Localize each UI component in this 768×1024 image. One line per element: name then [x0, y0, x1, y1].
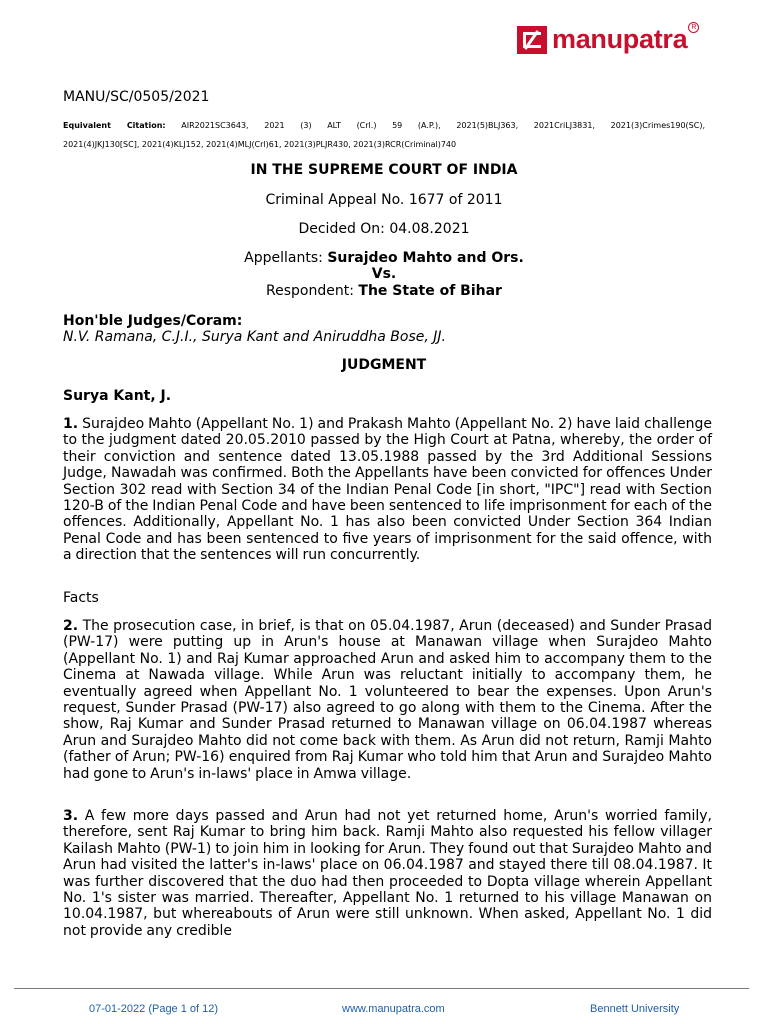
- appellants-label: Appellants:: [244, 250, 328, 266]
- appellants-line: [0, 250, 768, 266]
- citation-line-1: AIR2021SC3643, 2021 (3) ALT (Crl.) 59 (A.P.), 2021(5)BLJ363, 2021CriLJ3831, 2021(3)Crimes190(SC),: [181, 121, 706, 130]
- paragraph-3-text: A few more days passed and Arun had not yet returned home, Arun's worried family, therefore, sent Raj Kumar to bring him back. Ramji Mahto also requested his fellow villager Kailash Mahto (PW-1) to join him in looking for Arun. They found out that Surajdeo Mahto and Arun had visited the latter's in-laws' place on 06.04.1987 and stayed there till 08.04.1987. It was further discovered that the duo had then proceeded to Dopta village wherein Appellant No. 1's sister was married. Thereafter, Appellant No. 1 returned to his village Manawan on 10.04.1987, but whereabouts of Arun were still unknown. When asked, Appellant No. 1 did not provide any credible: [63, 808, 712, 939]
- paragraph-1: [63, 416, 712, 564]
- respondent-line: [0, 283, 768, 299]
- paragraph-2-number: 2.: [63, 618, 79, 634]
- appeal-number: Criminal Appeal No. 1677 of 2011: [265, 192, 503, 208]
- manupatra-logo: [517, 24, 697, 55]
- manupatra-logo-icon: [517, 26, 547, 54]
- footer-date-page: 07-01-2022 (Page 1 of 12): [89, 1003, 219, 1015]
- footer-institution: Bennett University: [590, 1003, 680, 1015]
- footer-website-link[interactable]: www.manupatra.com: [342, 1003, 445, 1015]
- citation-line-2: 2021(4)JKJ130[SC], 2021(4)KLJ152, 2021(4)MLJ(Crl)61, 2021(3)PLJR430, 2021(3)RCR(Criminal)740: [63, 140, 457, 149]
- paragraph-1-number: 1.: [63, 416, 79, 432]
- decided-date: Decided On: 04.08.2021: [298, 221, 470, 237]
- respondent-label: Respondent:: [266, 283, 359, 299]
- paragraph-3-number: 3.: [63, 808, 79, 824]
- appellants-name: Surajdeo Mahto and Ors.: [327, 250, 524, 266]
- equivalent-citation: [63, 116, 705, 154]
- versus: Vs.: [371, 266, 397, 282]
- citation-label: Equivalent Citation:: [63, 121, 166, 130]
- footer-divider: [14, 988, 749, 989]
- paragraph-2: [63, 618, 712, 782]
- court-name: IN THE SUPREME COURT OF INDIA: [250, 162, 518, 178]
- paragraph-1-text: Surajdeo Mahto (Appellant No. 1) and Prakash Mahto (Appellant No. 2) have laid challenge to the judgment dated 20.05.2010 passed by the High Court at Patna, whereby, the order of their conviction and sentence dated 13.05.1988 passed by the 3rd Additional Sessions Judge, Nawadah was confirmed. Both the Appellants have been convicted for offences Under Section 302 read with Section 34 of the Indian Penal Code [in short, "IPC"] read with Section 120-B of the Indian Penal Code and have been sentenced to life imprisonment for each of the offences. Additionally, Appellant No. 1 has also been convicted Under Section 364 Indian Penal Code and has been sentenced to five years of imprisonment for the said offence, with a direction that the sentences will run concurrently.: [63, 416, 712, 564]
- registered-mark-icon: R: [688, 22, 699, 33]
- facts-heading: Facts: [63, 590, 99, 606]
- judges-names: N.V. Ramana, C.J.I., Surya Kant and Aniruddha Bose, JJ.: [63, 329, 446, 345]
- respondent-name: The State of Bihar: [358, 283, 502, 299]
- logo-text: manupatra: [552, 24, 688, 54]
- paragraph-2-text: The prosecution case, in brief, is that on 05.04.1987, Arun (deceased) and Sunder Prasad (PW-17) were putting up in Arun's house at Manawan village when Surajdeo Mahto (Appellant No. 1) and Raj Kumar approached Arun and asked him to accompany them to the Cinema at Nawada village. While Arun was reluctant initially to accompany them, he eventually agreed when Appellant No. 1 volunteered to bear the expenses. Upon Arun's request, Sunder Prasad (PW-17) also agreed to go along with them to the Cinema. After the show, Raj Kumar and Sunder Prasad returned to Manawan village on 06.04.1987 whereas Arun and Surajdeo Mahto did not come back with them. As Arun did not return, Ramji Mahto (father of Arun; PW-16) enquired from Raj Kumar who told him that Arun and Surajdeo Mahto had gone to Arun's in-laws' place in Amwa village.: [63, 618, 712, 782]
- paragraph-3: [63, 808, 712, 939]
- judgment-author: Surya Kant, J.: [63, 388, 172, 404]
- judges-heading: Hon'ble Judges/Coram:: [63, 313, 243, 329]
- manu-id: MANU/SC/0505/2021: [63, 89, 210, 105]
- judgment-heading: JUDGMENT: [341, 357, 427, 373]
